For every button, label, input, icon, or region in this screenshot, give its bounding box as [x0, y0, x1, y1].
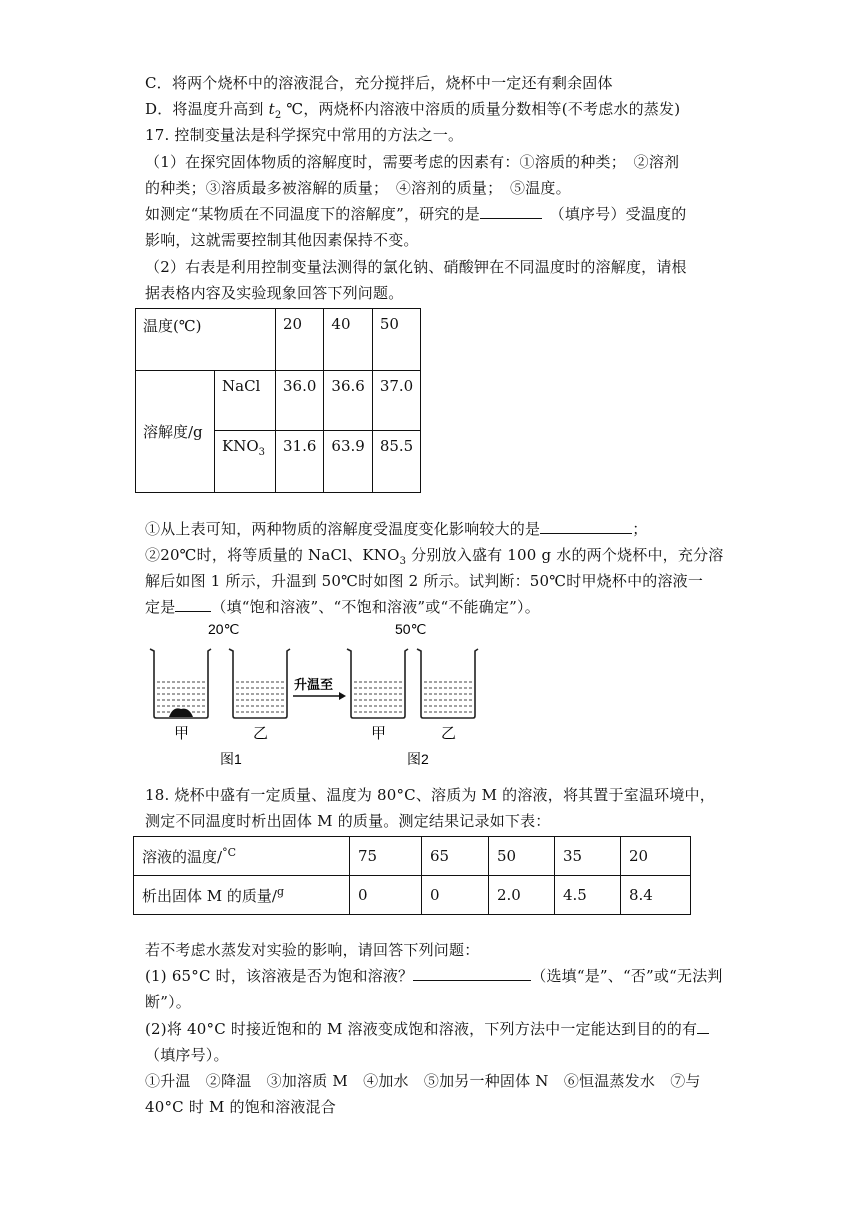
mass-cell: 8.4 [621, 876, 691, 915]
answer-blank[interactable] [175, 597, 211, 612]
q18-part1-line1: (1) 65°C 时，该溶液是否为饱和溶液？ （选填“是”、“否”或“无法判 [145, 967, 723, 985]
temperature-cell: 35 [555, 837, 621, 876]
q17-part2-line2: 据表格内容及实验现象回答下列问题。 [145, 284, 404, 302]
q18-part1-line2: 断”）。 [145, 993, 191, 1011]
kno3-value-cell: 85.5 [372, 431, 420, 493]
answer-blank[interactable] [413, 966, 531, 981]
question-17-title: 17. 控制变量法是科学探究中常用的方法之一。 [145, 126, 464, 144]
figure-2-caption: 图2 [407, 751, 429, 767]
beaker-jia-2 [347, 649, 408, 718]
kno3-label-cell: $KNO_3$ [215, 431, 276, 493]
option-c: C．将两个烧杯中的溶液混合，充分搅拌后，烧杯中一定还有剩余固体 [145, 74, 613, 92]
solubility-table [135, 308, 421, 493]
temperature-cell: 20 [621, 837, 691, 876]
q17-sub2-line3: 定是 （填“饱和溶液”、“不饱和溶液”或“不能确定”）。 [145, 598, 540, 616]
mass-cell: 2.0 [489, 876, 555, 915]
q17-sub2-line2: 解后如图 1 所示，升温到 50℃时如图 2 所示。试判断：50℃时甲烧杯中的溶液一 [145, 572, 704, 590]
beaker-label-jia: 甲 [371, 725, 387, 742]
q18-line2: 测定不同温度时析出固体 M 的质量。测定结果记录如下表： [145, 812, 551, 830]
fig1-temperature-label: 20℃ [208, 621, 240, 637]
beaker-label-yi: 乙 [253, 725, 269, 742]
temp-cell: 40 [324, 309, 372, 371]
q18-options-line2: 40°C 时 M 的饱和溶液混合 [145, 1098, 336, 1116]
kno3-value-cell: 63.9 [324, 431, 372, 493]
temp-header-cell: 温度(℃) [136, 309, 276, 371]
temperature-cell: 50 [489, 837, 555, 876]
q17-part1-line3: 如测定“某物质在不同温度下的溶解度”，研究的是 （填序号）受温度的 [145, 205, 687, 223]
option-d: D．将温度升高到 $t_2$ ℃，两烧杯内溶液中溶质的质量分数相等(不考虑水的蒸发) [145, 100, 681, 121]
answer-blank[interactable] [480, 204, 542, 219]
q17-sub2-line1: ②20℃时，将等质量的 NaCl、$KNO_3$ 分别放入盛有 100 g 水的两个烧杯中，充分溶 [145, 546, 724, 567]
heating-arrow [293, 677, 346, 700]
heating-label: 升温至 [294, 677, 334, 692]
q18-line1: 18. 烧杯中盛有一定质量、温度为 80°C、溶质为 M 的溶液，将其置于室温环境中， [145, 786, 715, 804]
temperature-row-label: 溶液的温度/$^{^\circ C}$ [134, 837, 350, 876]
temp-cell: 50 [372, 309, 420, 371]
nacl-value-cell: 36.6 [324, 371, 372, 431]
beaker-jia-1 [150, 649, 211, 718]
q18-part2-line1: (2)将 40°C 时接近饱和的 M 溶液变成饱和溶液，下列方法中一定能达到目的的有 [145, 1019, 709, 1039]
mass-cell: 0 [422, 876, 489, 915]
temp-cell: 20 [276, 309, 324, 371]
answer-blank[interactable] [540, 519, 632, 534]
nacl-value-cell: 37.0 [372, 371, 420, 431]
q17-part2-line1: （2）右表是利用控制变量法测得的氯化钠、硝酸钾在不同温度时的溶解度，请根 [145, 258, 687, 276]
beaker-yi-2 [417, 649, 478, 718]
mass-cell: 4.5 [555, 876, 621, 915]
mass-row-label: 析出固体 M 的质量/$^g$ [134, 876, 350, 915]
beaker-label-yi: 乙 [441, 725, 457, 742]
q17-part1-line4: 影响，这就需要控制其他因素保持不变。 [145, 231, 419, 249]
q17-sub1: ①从上表可知，两种物质的溶解度受温度变化影响较大的是 ； [145, 520, 648, 538]
fig2-temperature-label: 50℃ [395, 621, 427, 637]
nacl-label-cell: NaCl [215, 371, 276, 431]
beaker-figure [145, 618, 505, 768]
solubility-label-cell: 溶解度/g [136, 371, 215, 493]
answer-blank[interactable] [697, 1019, 709, 1034]
mass-cell: 0 [350, 876, 422, 915]
q17-part1-line1: （1）在探究固体物质的溶解度时，需要考虑的因素有：①溶质的种类； ②溶剂 [145, 153, 680, 171]
precipitation-table [133, 836, 691, 915]
q18-options-line1: ①升温 ②降温 ③加溶质 M ④加水 ⑤加另一种固体 N ⑥恒温蒸发水 ⑦与 [145, 1072, 701, 1090]
kno3-value-cell: 31.6 [276, 431, 324, 493]
q17-part1-line2: 的种类；③溶质最多被溶解的质量； ④溶剂的质量； ⑤温度。 [145, 179, 571, 197]
nacl-value-cell: 36.0 [276, 371, 324, 431]
temperature-cell: 75 [350, 837, 422, 876]
figure-1-caption: 图1 [220, 751, 242, 767]
undissolved-solid [169, 708, 193, 717]
q18-part2-line2: （填序号）。 [145, 1046, 229, 1064]
beaker-yi-1 [229, 649, 290, 718]
temperature-cell: 65 [422, 837, 489, 876]
beaker-label-jia: 甲 [174, 725, 190, 742]
q18-intro: 若不考虑水蒸发对实验的影响，请回答下列问题： [145, 941, 480, 959]
